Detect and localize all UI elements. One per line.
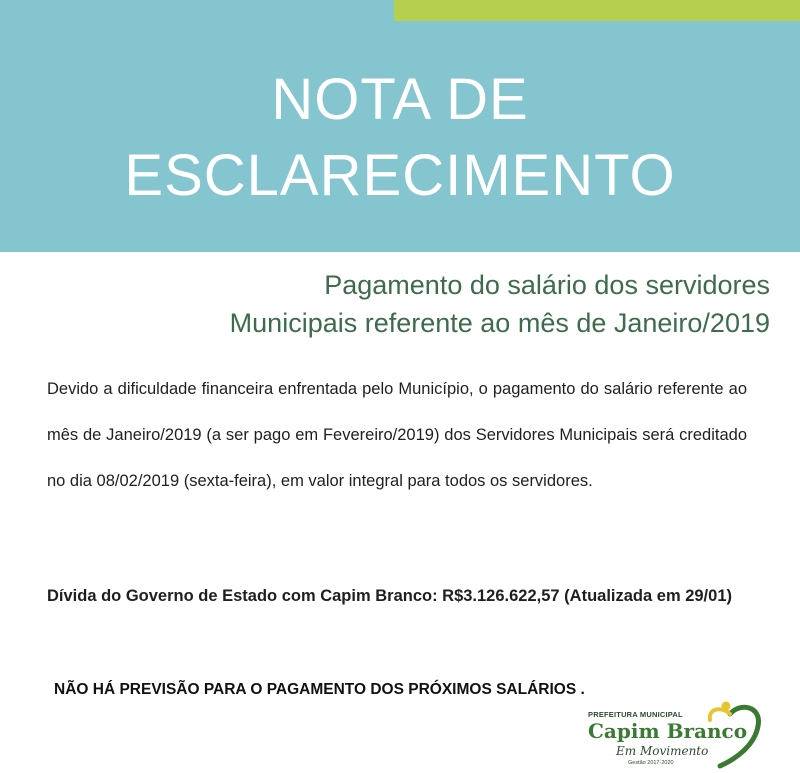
logo-gestao: Gestão 2017-2020	[628, 760, 674, 766]
accent-bar	[394, 0, 800, 21]
logo-tagline: Em Movimento	[616, 744, 709, 758]
subtitle	[230, 266, 770, 342]
logo-name: Capim Branco	[588, 719, 748, 743]
subtitle-line-2: Municipais referente ao mês de Janeiro/2019	[229, 308, 770, 338]
municipal-logo	[580, 700, 770, 770]
notice-statement: NÃO HÁ PREVISÃO PARA O PAGAMENTO DOS PRÓXIMOS SALÁRIOS .	[54, 681, 585, 698]
subtitle-line-1: Pagamento do salário dos servidores	[324, 270, 770, 300]
title-line-2: ESCLARECIMENTO	[124, 143, 676, 208]
title-line-1: NOTA DE	[271, 67, 529, 132]
page-title	[0, 62, 800, 214]
logo-prefix: PREFEITURA MUNICIPAL	[588, 710, 683, 719]
body-paragraph: Devido a dificuldade financeira enfrentada pelo Município, o pagamento do salário referente ao mês de Janeiro/2019 (a ser pago em Fevereiro/2019) dos Servidores Municipais será creditado no dia 08/02/2019 (sexta-feira), em valor integral para todos os servidores.	[47, 380, 747, 490]
debt-statement: Dívida do Governo de Estado com Capim Branco: R$3.126.622,57 (Atualizada em 29/01)	[47, 587, 732, 605]
